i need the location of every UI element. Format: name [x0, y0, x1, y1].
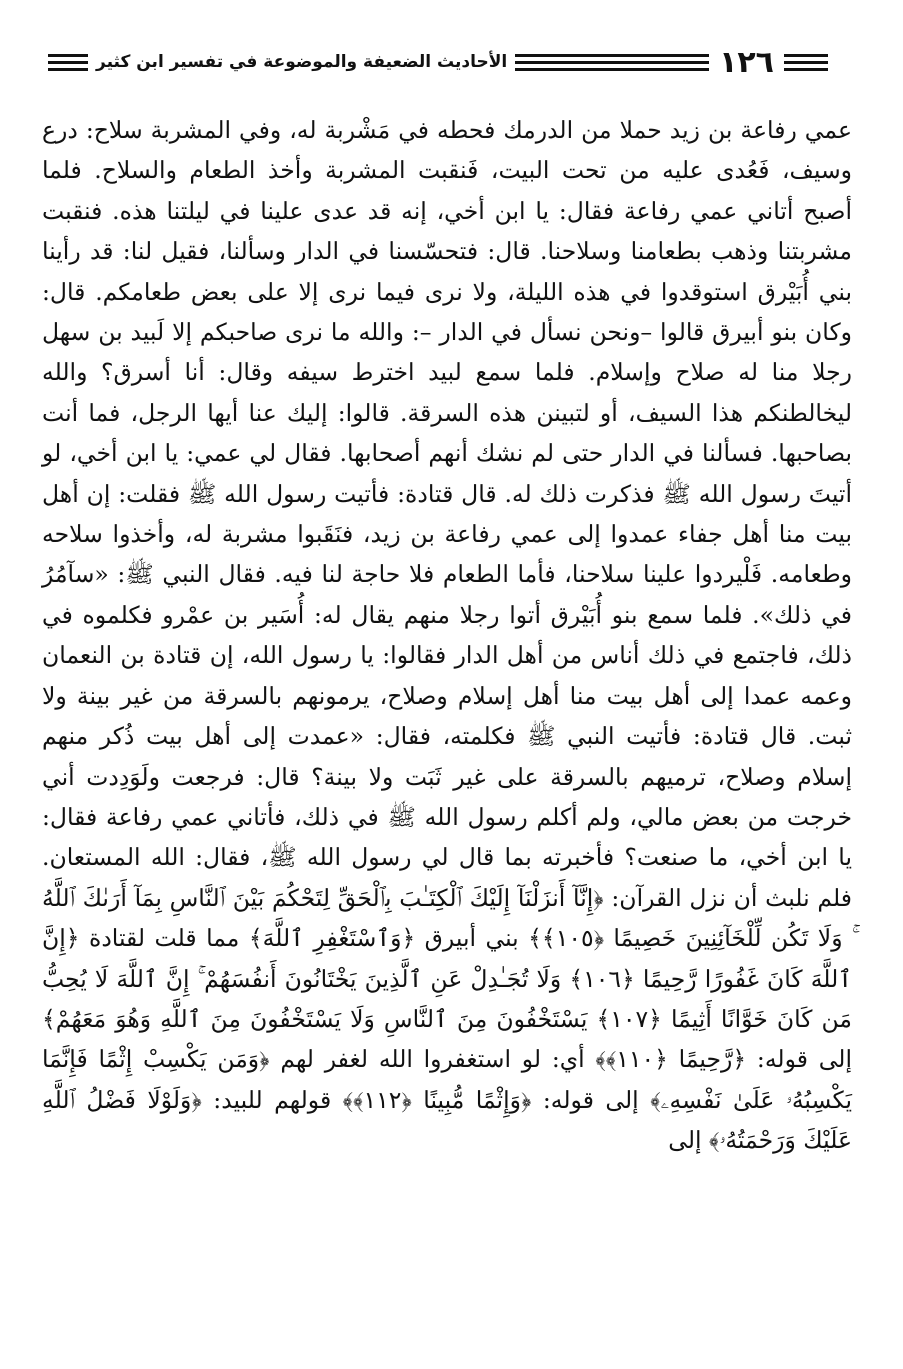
- body-paragraph: عمي رفاعة بن زيد حملا من الدرمك فحطه في مَشْربة له، وفي المشربة سلاح: درع وسيف، فَعُدى عليه من تحت البيت، فَنقبت المشربة وأخذ الطعام والسلاح. فلما أصبح أتاني عمي رفاعة فقال: يا ابن أخي، إنه قد عدى علينا في ليلتنا هذه. فنقبت مشربتنا وذهب بطعامنا وسلاحنا. قال: فتحسّسنا في الدار وسألنا، فقيل لنا: قد رأينا بني أُبَيْرق استوقدوا في هذه الليلة، ولا نرى فيما نرى إلا على بعض طعامكم. قال: وكان بنو أبيرق قالوا –ونحن نسأل في الدار –: والله ما نرى صاحبكم إلا لَبيد بن سهل رجلا منا له صلاح وإسلام. فلما سمع لبيد اخترط سيفه وقال: أنا أسرق؟ والله ليخالطنكم هذا السيف، أو لتبينن هذه السرقة. قالوا: إليك عنا أيها الرجل، فما أنت بصاحبها. فسألنا في الدار حتى لم نشك أنهم أصحابها. فقال لي عمي: يا ابن أخي، لو أتيتَ رسول الله ﷺ فذكرت ذلك له. قال قتادة: فأتيت رسول الله ﷺ فقلت: إن أهل بيت منا أهل جفاء عمدوا إلى عمي رفاعة بن زيد، فنَقَبوا مشربة له، وأخذوا سلاحه وطعامه. فَلْيردوا علينا سلاحنا، فأما الطعام فلا حاجة لنا فيه. فقال النبي ﷺ: «سآمُرُ في ذلك». فلما سمع بنو أُبَيْرق أتوا رجلا منهم يقال له: أُسَير بن عمْرو فكلموه في ذلك، فاجتمع في ذلك أناس من أهل الدار فقالوا: يا رسول الله، إن قتادة بن النعمان وعمه عمدا إلى أهل بيت منا أهل إسلام وصلاح، يرمونهم بالسرقة من غير بينة ولا ثبت. قال قتادة: فأتيت النبي ﷺ فكلمته، فقال: «عمدت إلى أهل بيت ذُكر منهم إسلام وصلاح، ترميهم بالسرقة على غير ثَبَت ولا بينة؟ قال: فرجعت ولَوَدِدت أني خرجت من بعض مالي، ولم أكلم رسول الله ﷺ في ذلك، فأتاني عمي رفاعة فقال: يا ابن أخي، ما صنعت؟ فأخبرته بما قال لي رسول الله ﷺ، فقال: الله المستعان. فلم نلبث أن نزل القرآن: ﴿إِنَّآ أَنزَلْنَآ إِلَيْكَ ٱلْكِتَـٰبَ بِٱلْحَقِّ لِتَحْكُمَ بَيْنَ ٱلنَّاسِ بِمَآ أَرَىٰكَ ٱللَّهُ ۚ وَلَا تَكُن لِّلْخَآئِنِينَ خَصِيمًا ﴿١٠٥﴾﴾ بني أبيرق ﴿وَٱسْتَغْفِرِ ٱللَّهَ﴾ مما قلت لقتادة ﴿إِنَّ ٱللَّهَ كَانَ غَفُورًا رَّحِيمًا ﴿١٠٦﴾ وَلَا تُجَـٰدِلْ عَنِ ٱلَّذِينَ يَخْتَانُونَ أَنفُسَهُمْ ۚ إِنَّ ٱللَّهَ لَا يُحِبُّ مَن كَانَ خَوَّانًا أَثِيمًا ﴿١٠٧﴾ يَسْتَخْفُونَ مِنَ ٱلنَّاسِ وَلَا يَسْتَخْفُونَ مِنَ ٱللَّهِ وَهُوَ مَعَهُمْ﴾ إلى قوله: ﴿رَّحِيمًا ﴿١١٠﴾﴾ أي: لو استغفروا الله لغفر لهم ﴿وَمَن يَكْسِبْ إِثْمًا فَإِنَّمَا يَكْسِبُهُۥ عَلَىٰ نَفْسِهِۦ﴾ إلى قوله: ﴿وَإِثْمًا مُّبِينًا ﴿١١٢﴾﴾ قولهم للبيد: ﴿وَلَوْلَا فَضْلُ ٱللَّهِ عَلَيْكَ وَرَحْمَتُهُۥ﴾ إلى: [42, 116, 853, 1155]
- hadith-text-block: [42, 110, 852, 1161]
- page-header: [48, 38, 828, 86]
- running-title: الأحاديث الضعيفة والموضوعة في تفسير ابن كثير: [96, 52, 508, 72]
- page-number: ١٢٦: [719, 44, 774, 80]
- header-rule-left: [48, 54, 88, 71]
- header-rule-middle: [515, 54, 709, 71]
- header-rule-right: [784, 54, 828, 71]
